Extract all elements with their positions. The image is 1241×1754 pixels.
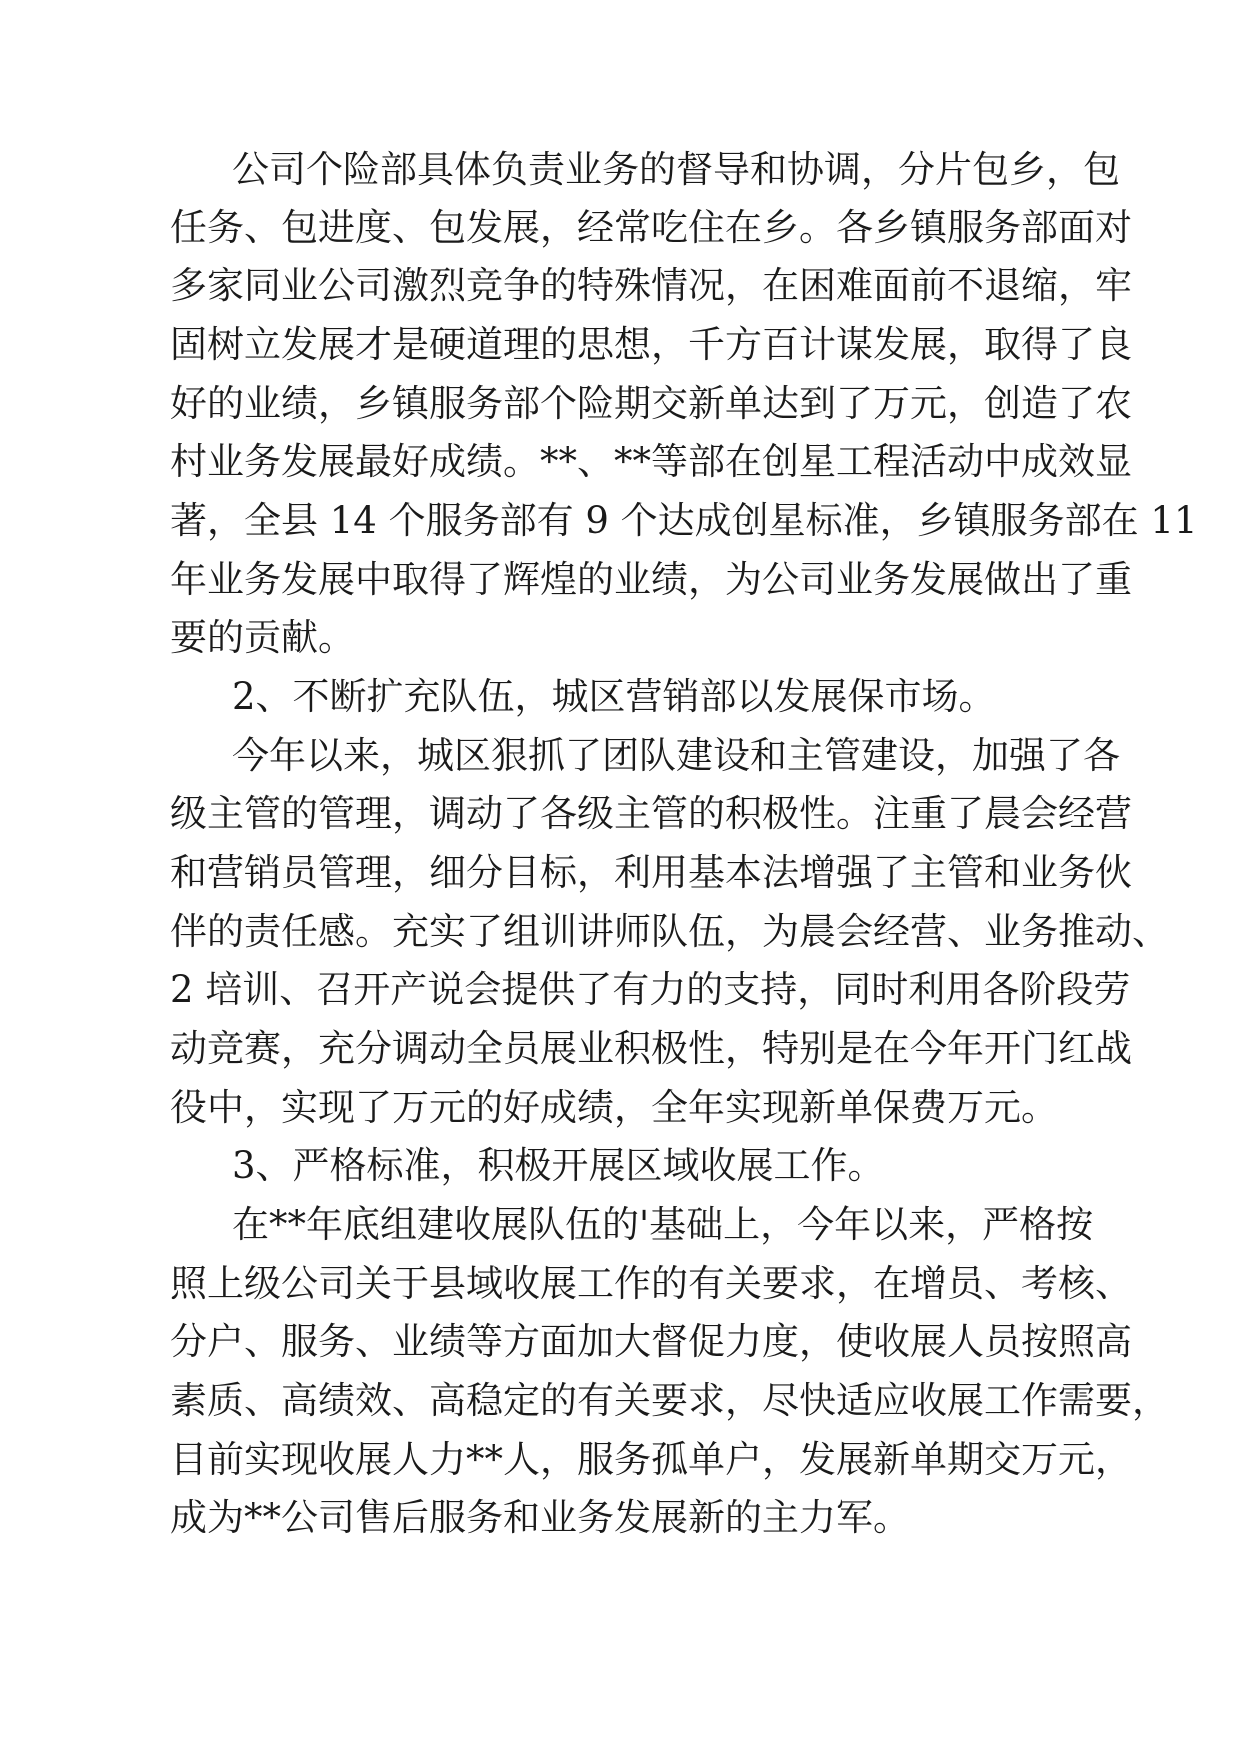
text-line: 动竞赛，充分调动全员展业积极性，特别是在今年开门红战	[170, 1027, 1132, 1070]
text-line: 和营销员管理，细分目标，利用基本法增强了主管和业务伙	[170, 851, 1132, 894]
text-line: 分户、服务、业绩等方面加大督促力度，使收展人员按照高	[170, 1320, 1132, 1363]
text-line: 年业务发展中取得了辉煌的业绩，为公司业务发展做出了重	[170, 558, 1132, 601]
text-line: 固树立发展才是硬道理的思想，千方百计谋发展，取得了良	[170, 323, 1132, 366]
text-line: 村业务发展最好成绩。**、**等部在创星工程活动中成效显	[170, 440, 1132, 483]
text-line: 成为**公司售后服务和业务发展新的主力军。	[170, 1496, 910, 1539]
text-line: 2 培训、召开产说会提供了有力的支持，同时利用各阶段劳	[170, 968, 1131, 1011]
text-line: 好的业绩，乡镇服务部个险期交新单达到了万元，创造了农	[170, 382, 1132, 425]
text-line: 伴的责任感。充实了组训讲师队伍，为晨会经营、业务推动、	[170, 910, 1169, 953]
text-line: 役中，实现了万元的好成绩，全年实现新单保费万元。	[170, 1086, 1058, 1129]
text-line: 著，全县 14 个服务部有 9 个达成创星标准，乡镇服务部在 11	[170, 499, 1198, 542]
text-line: 多家同业公司激烈竞争的特殊情况，在困难面前不退缩，牢	[170, 264, 1132, 307]
section-heading: 3、严格标准，积极开展区域收展工作。	[232, 1144, 885, 1187]
text-line: 级主管的管理，调动了各级主管的积极性。注重了晨会经营	[170, 792, 1132, 835]
text-line: 素质、高绩效、高稳定的有关要求，尽快适应收展工作需要，	[170, 1379, 1169, 1422]
text-line: 要的贡献。	[170, 616, 355, 659]
text-line: 照上级公司关于县域收展工作的有关要求，在增员、考核、	[170, 1262, 1132, 1305]
text-line: 今年以来，城区狠抓了团队建设和主管建设，加强了各	[232, 734, 1120, 777]
text-line: 公司个险部具体负责业务的督导和协调，分片包乡，包	[232, 148, 1120, 191]
text-line: 在**年底组建收展队伍的'基础上，今年以来，严格按	[232, 1203, 1094, 1246]
section-heading: 2、不断扩充队伍，城区营销部以发展保市场。	[232, 675, 996, 718]
text-line: 任务、包进度、包发展，经常吃住在乡。各乡镇服务部面对	[170, 206, 1132, 249]
text-line: 目前实现收展人力**人，服务孤单户，发展新单期交万元，	[170, 1438, 1132, 1481]
